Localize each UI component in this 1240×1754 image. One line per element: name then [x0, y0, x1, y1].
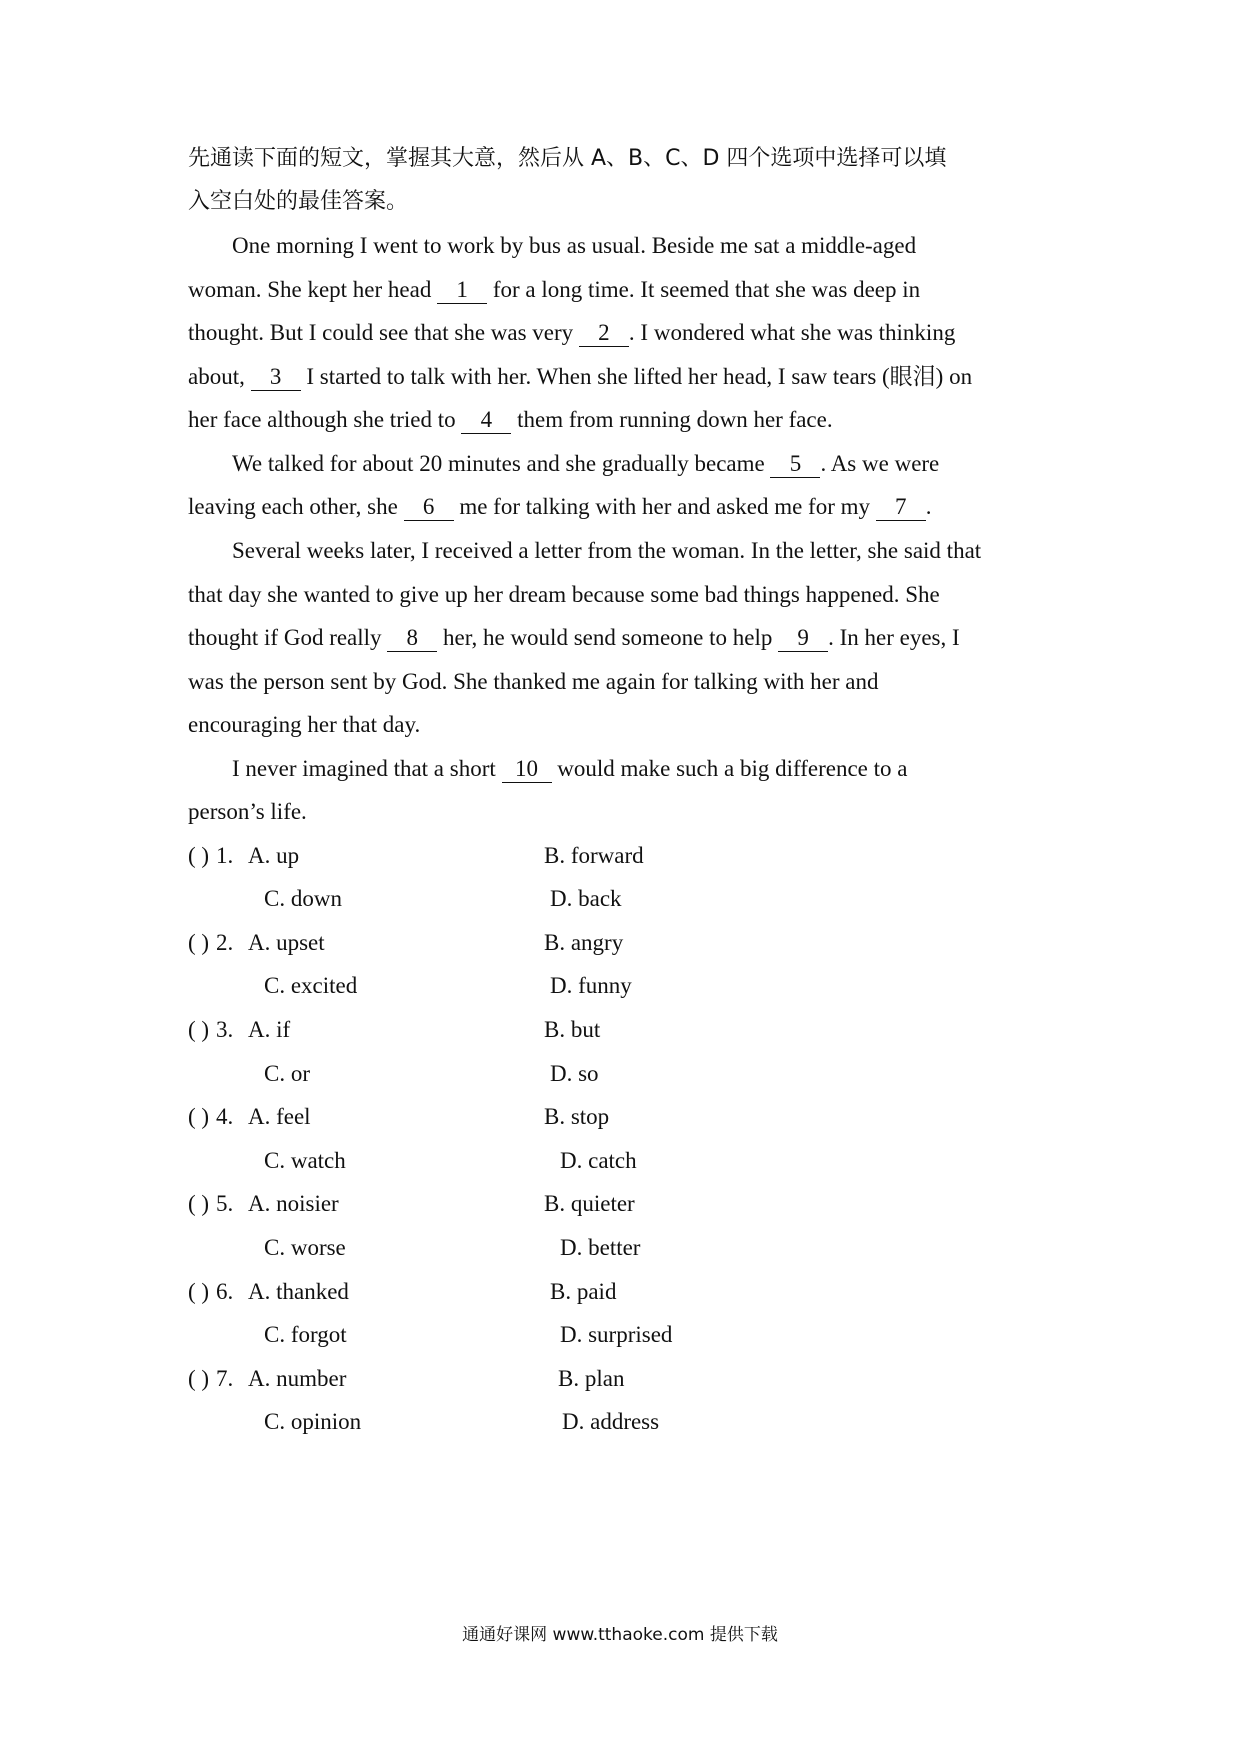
question-6	[188, 1277, 1088, 1307]
option-d: D. back	[550, 886, 622, 911]
instructions-line-1: 先通读下面的短文，掌握其大意，然后从 A、B、C、D 四个选项中选择可以填	[188, 146, 947, 171]
answer-paren: ( )	[188, 930, 210, 955]
option-b: B. stop	[544, 1104, 610, 1129]
question-number: 2.	[216, 930, 234, 955]
passage-text: me for talking with her and asked me for my	[459, 494, 871, 519]
option-c: C. or	[264, 1061, 310, 1086]
option-c: C. watch	[264, 1148, 346, 1173]
blank-10: 10	[502, 756, 552, 783]
option-b: B. forward	[544, 843, 644, 868]
passage-line	[232, 449, 939, 479]
answer-paren: ( )	[188, 843, 210, 868]
passage-text: . In her eyes, I	[828, 625, 960, 650]
option-b: B. angry	[544, 930, 624, 955]
option-b: B. paid	[550, 1279, 617, 1304]
passage-text: about,	[188, 364, 245, 389]
answer-paren: ( )	[188, 1017, 210, 1042]
question-3	[188, 1015, 1088, 1045]
option-d: D. better	[560, 1235, 641, 1260]
blank-4: 4	[461, 407, 511, 434]
blank-3: 3	[251, 364, 301, 391]
passage-text: them from running down her face.	[517, 407, 833, 432]
passage-line: that day she wanted to give up her dream because some bad things happened. She	[188, 582, 940, 607]
question-6-cd	[188, 1320, 1088, 1350]
passage-line: person’s life.	[188, 799, 307, 824]
passage-text: woman. She kept her head	[188, 277, 432, 302]
question-7	[188, 1364, 1088, 1394]
passage-text: thought. But I could see that she was very	[188, 320, 574, 345]
option-a: A. number	[248, 1366, 347, 1391]
option-d: D. so	[550, 1061, 599, 1086]
passage-line	[188, 492, 932, 522]
passage-text: leaving each other, she	[188, 494, 398, 519]
option-c: C. worse	[264, 1235, 346, 1260]
passage-text: for a long time. It seemed that she was deep in	[492, 277, 921, 302]
option-d: D. address	[562, 1409, 660, 1434]
passage-line: One morning I went to work by bus as usual. Beside me sat a middle-aged	[232, 233, 917, 258]
question-1	[188, 841, 1088, 871]
passage-line: was the person sent by God. She thanked me again for talking with her and	[188, 669, 879, 694]
question-2	[188, 928, 1088, 958]
option-a: A. up	[248, 843, 300, 868]
question-3-cd	[188, 1059, 1088, 1089]
passage-text: I never imagined that a short	[232, 756, 496, 781]
question-number: 7.	[216, 1366, 234, 1391]
passage-text: her, he would send someone to help	[443, 625, 773, 650]
option-c: C. forgot	[264, 1322, 347, 1347]
option-c: C. down	[264, 886, 342, 911]
passage-line	[188, 362, 972, 392]
answer-paren: ( )	[188, 1279, 210, 1304]
option-a: A. thanked	[248, 1279, 349, 1304]
option-a: A. feel	[248, 1104, 311, 1129]
question-number: 6.	[216, 1279, 234, 1304]
question-1-cd	[188, 884, 1088, 914]
option-d: D. catch	[560, 1148, 637, 1173]
question-number: 4.	[216, 1104, 234, 1129]
blank-5: 5	[770, 451, 820, 478]
question-7-cd	[188, 1407, 1088, 1437]
passage-line	[232, 754, 907, 784]
question-2-cd	[188, 971, 1088, 1001]
passage-text: .	[925, 494, 932, 519]
passage-line	[188, 623, 960, 653]
blank-8: 8	[387, 625, 437, 652]
option-c: C. opinion	[264, 1409, 362, 1434]
passage-text: I started to talk with her. When she lifted her head, I saw tears (眼泪) on	[306, 364, 973, 389]
question-number: 1.	[216, 843, 234, 868]
blank-7: 7	[876, 494, 926, 521]
question-4-cd	[188, 1146, 1088, 1176]
option-d: D. funny	[550, 973, 632, 998]
answer-paren: ( )	[188, 1366, 210, 1391]
passage-line	[188, 405, 833, 435]
passage-text: . I wondered what she was thinking	[628, 320, 956, 345]
option-b: B. plan	[558, 1366, 625, 1391]
blank-1: 1	[437, 277, 487, 304]
passage-line	[188, 318, 955, 348]
passage-line: Several weeks later, I received a letter from the woman. In the letter, she said that	[232, 538, 982, 563]
page-footer: 通通好课网 www.tthaoke.com 提供下载	[462, 1625, 778, 1645]
passage-line: encouraging her that day.	[188, 712, 421, 737]
blank-9: 9	[778, 625, 828, 652]
instructions-line-2: 入空白处的最佳答案。	[188, 189, 409, 214]
passage-line	[188, 275, 920, 305]
option-b: B. quieter	[544, 1191, 635, 1216]
passage-text: would make such a big difference to a	[557, 756, 908, 781]
blank-6: 6	[404, 494, 454, 521]
passage-text: We talked for about 20 minutes and she gradually became	[232, 451, 765, 476]
option-a: A. noisier	[248, 1191, 339, 1216]
answer-paren: ( )	[188, 1104, 210, 1129]
option-a: A. if	[248, 1017, 291, 1042]
blank-2: 2	[579, 320, 629, 347]
question-number: 5.	[216, 1191, 234, 1216]
answer-paren: ( )	[188, 1191, 210, 1216]
option-b: B. but	[544, 1017, 601, 1042]
option-a: A. upset	[248, 930, 325, 955]
question-5	[188, 1189, 1088, 1219]
passage-text: thought if God really	[188, 625, 382, 650]
question-4	[188, 1102, 1088, 1132]
option-d: D. surprised	[560, 1322, 673, 1347]
passage-text: . As we were	[820, 451, 940, 476]
passage-text: her face although she tried to	[188, 407, 456, 432]
question-number: 3.	[216, 1017, 234, 1042]
question-5-cd	[188, 1233, 1088, 1263]
option-c: C. excited	[264, 973, 358, 998]
